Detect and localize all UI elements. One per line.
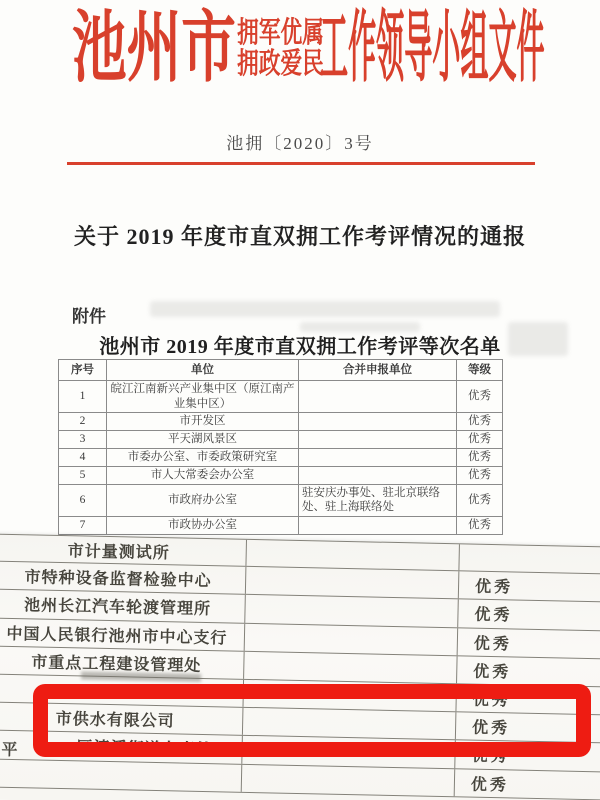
col-header-merged: 合并申报单位	[299, 360, 457, 381]
photo-cell-merged	[243, 708, 457, 740]
table-row	[59, 516, 503, 534]
cell-unit: 市委办公室、市委政策研究室	[107, 449, 299, 467]
cell-merged	[299, 467, 457, 485]
red-divider-line	[67, 162, 535, 165]
cell-grade: 优秀	[457, 431, 503, 449]
col-header-grade: 等级	[457, 360, 503, 381]
left-edge-text-fragment: 平	[1, 742, 19, 760]
photo-cell-unit: 市供水有限公司	[0, 703, 243, 736]
cell-grade: 优秀	[457, 381, 503, 413]
cell-merged	[299, 413, 457, 431]
letterhead-small-bottom: 拥政爱民	[237, 48, 325, 80]
cell-merged: 驻安庆办事处、驻北京联络处、驻上海联络处	[299, 485, 457, 517]
cell-unit: 平天湖风景区	[107, 431, 299, 449]
letterhead-small-top: 拥军优属	[237, 17, 325, 49]
photo-cell-merged	[246, 540, 460, 571]
cell-merged	[299, 431, 457, 449]
table-row	[59, 485, 503, 517]
photo-cell-grade: 优秀	[471, 748, 510, 766]
table-row	[59, 431, 503, 449]
photo-cell-unit: 市重点工程建设管理处	[0, 646, 245, 679]
photo-cell-merged	[245, 595, 459, 627]
photo-cell-unit: 池州长江汽车轮渡管理所	[0, 590, 246, 623]
table-row	[59, 467, 503, 485]
partial-unit-text: 区清溪街道办事处	[76, 739, 213, 760]
cell-grade: 优秀	[457, 413, 503, 431]
cell-merged	[299, 449, 457, 467]
cell-grade: 优秀	[457, 467, 503, 485]
cell-no: 6	[59, 485, 107, 517]
photo-cell-unit	[0, 759, 242, 792]
cell-no: 3	[59, 431, 107, 449]
letterhead	[0, 0, 600, 110]
table-title: 池州市 2019 年度市直双拥工作考评等次名单	[99, 336, 501, 358]
bleed-through-smudge	[150, 301, 500, 317]
photo-cell-grade: 优秀	[472, 691, 511, 710]
col-header-unit: 单位	[107, 360, 299, 381]
cell-no: 1	[59, 381, 107, 413]
cell-no: 4	[59, 449, 107, 467]
cell-grade: 优秀	[457, 485, 503, 517]
col-header-no: 序号	[59, 360, 107, 381]
photo-cell-merged	[243, 680, 457, 712]
photo-cell-grade: 优秀	[474, 607, 513, 625]
obscured-text-smudge	[81, 671, 201, 682]
photo-cell-unit	[0, 674, 244, 707]
photo-cell-grade: 优秀	[474, 578, 514, 597]
table-row	[59, 449, 503, 467]
photo-cell-grade: 优秀	[470, 776, 510, 795]
table-row	[59, 381, 503, 413]
cell-grade: 优秀	[457, 449, 503, 467]
photo-cell-merged	[244, 652, 458, 684]
photo-cell-grade	[459, 544, 600, 573]
cell-unit: 市政府办公室	[107, 485, 299, 517]
cell-no: 2	[59, 413, 107, 431]
cell-no: 5	[59, 467, 107, 485]
table-row	[59, 413, 503, 431]
table-header-row	[59, 360, 503, 381]
cell-grade: 优秀	[457, 516, 503, 534]
letterhead-org-prefix: 池州市	[72, 4, 236, 91]
photo-cell-merged	[245, 623, 459, 655]
photo-cell-merged	[242, 764, 456, 796]
photo-cell-grade: 优秀	[473, 635, 513, 654]
cell-unit: 市开发区	[107, 413, 299, 431]
letterhead-org-suffix: 工作领导小组文件	[320, 4, 545, 91]
cell-unit: 市政协办公室	[107, 516, 299, 534]
evaluation-table	[58, 359, 503, 535]
letterhead-small-stack	[237, 18, 324, 80]
document-number: 池拥〔2020〕3号	[226, 134, 374, 153]
photo-cell-unit	[0, 731, 243, 764]
photo-cell-unit: 市特种设备监督检验中心	[0, 562, 246, 595]
photo-cell-merged	[242, 736, 456, 768]
cell-merged	[299, 516, 457, 534]
photo-cell-grade: 优秀	[473, 663, 512, 682]
cell-unit: 市人大常委会办公室	[107, 467, 299, 485]
cell-no: 7	[59, 516, 107, 534]
document-title: 关于 2019 年度市直双拥工作考评情况的通报	[73, 224, 526, 249]
photo-cell-unit: 市计量测试所	[0, 535, 247, 567]
cell-merged	[299, 381, 457, 413]
photo-cell-grade: 优秀	[471, 719, 511, 738]
photo-cell-merged	[246, 567, 460, 599]
attachment-label: 附件	[72, 307, 106, 326]
photo-table-section	[0, 534, 600, 800]
cell-unit: 皖江江南新兴产业集中区（原江南产业集中区）	[107, 381, 299, 413]
photo-cell-unit: 中国人民银行池州市中心支行	[0, 618, 245, 651]
